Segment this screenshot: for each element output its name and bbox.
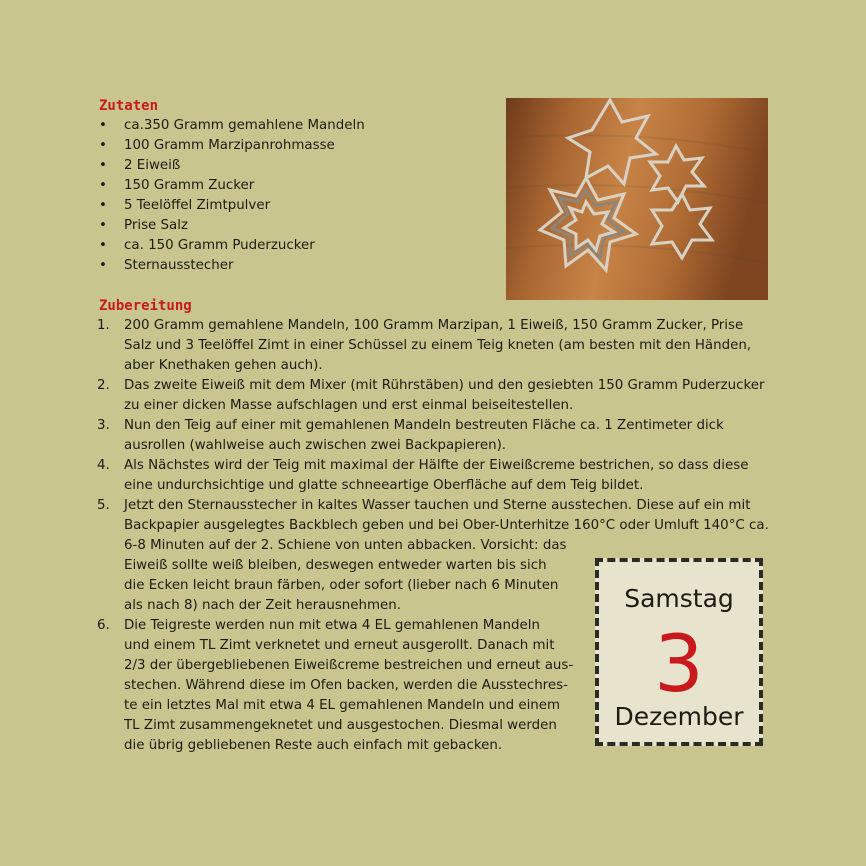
list-item: • Prise Salz — [99, 216, 365, 236]
step-line: 6-8 Minuten auf der 2. Schiene von unten abbacken. Vorsicht: das — [124, 538, 567, 553]
step-number: 3. — [97, 418, 110, 433]
list-item: • 150 Gramm Zucker — [99, 176, 365, 196]
step-line: 200 Gramm gemahlene Mandeln, 100 Gramm Marzipan, 1 Eiweiß, 150 Gramm Zucker, Prise — [124, 318, 744, 333]
step-number: 4. — [97, 458, 110, 473]
step-line: Das zweite Eiweiß mit dem Mixer (mit Rührstäben) und den gesiebten 150 Gramm Puderzucker — [124, 378, 765, 393]
step-4 — [97, 456, 769, 496]
step-line: ausrollen (wahlweise auch zwischen zwei Backpapieren). — [124, 438, 507, 453]
date-month: Dezember — [614, 702, 744, 731]
date-day: 3 — [654, 620, 704, 710]
step-line: Salz und 3 Teelöffel Zimt in einer Schüssel zu einem Teig kneten (am besten mit den Händen, — [124, 338, 752, 353]
step-line: Eiweiß sollte weiß bleiben, deswegen entweder warten bis sich — [124, 558, 547, 573]
date-weekday: Samstag — [624, 584, 734, 613]
step-line: 2/3 der übergebliebenen Eiweißcreme bestreichen und erneut aus- — [124, 658, 574, 673]
date-box — [595, 558, 763, 746]
step-number: 5. — [97, 498, 110, 513]
preparation-heading: Zubereitung — [99, 298, 192, 314]
cookie-cutters-photo — [506, 98, 768, 300]
step-line: stechen. Während diese im Ofen backen, werden die Ausstechres- — [124, 678, 568, 693]
step-line: als nach 8) nach der Zeit herausnehmen. — [124, 598, 402, 613]
step-line: Nun den Teig auf einer mit gemahlenen Mandeln bestreuten Fläche ca. 1 Zentimeter dick — [124, 418, 724, 433]
step-line: die übrig gebliebenen Reste auch einfach mit gebacken. — [124, 738, 503, 753]
step-line: te ein letztes Mal mit etwa 4 EL gemahlenen Mandeln und einem — [124, 698, 561, 713]
step-line: die Ecken leicht braun färben, oder sofort (lieber nach 6 Minuten — [124, 578, 559, 593]
step-2 — [97, 376, 769, 416]
list-item: • 5 Teelöffel Zimtpulver — [99, 196, 365, 216]
step-number: 2. — [97, 378, 110, 393]
step-line: und einem TL Zimt verknetet und erneut ausgerollt. Danach mit — [124, 638, 555, 653]
step-line: TL Zimt zusammengeknetet und ausgestochen. Diesmal werden — [124, 718, 557, 733]
step-line: Die Teigreste werden nun mit etwa 4 EL gemahlenen Mandeln — [124, 618, 540, 633]
step-line: Backpapier ausgelegtes Backblech geben und bei Ober-Unterhitze 160°C oder Umluft 140°C ca. — [124, 518, 769, 533]
list-item: • 2 Eiweiß — [99, 156, 365, 176]
step-3 — [97, 416, 769, 456]
list-item: • ca.350 Gramm gemahlene Mandeln — [99, 116, 365, 136]
step-line: aber Knethaken gehen auch). — [124, 358, 323, 373]
step-number: 6. — [97, 618, 110, 633]
list-item: • Sternausstecher — [99, 256, 365, 276]
step-line: eine undurchsichtige und glatte schneeartige Oberfläche auf dem Teig bildet. — [124, 478, 644, 493]
ingredients-list — [99, 116, 365, 276]
ingredients-heading: Zutaten — [99, 98, 159, 114]
star-cutters-illustration — [506, 98, 768, 300]
list-item: • 100 Gramm Marzipanrohmasse — [99, 136, 365, 156]
list-item: • ca. 150 Gramm Puderzucker — [99, 236, 365, 256]
step-number: 1. — [97, 318, 110, 333]
step-line: Als Nächstes wird der Teig mit maximal der Hälfte der Eiweißcreme bestrichen, so dass diese — [124, 458, 749, 473]
step-1 — [97, 316, 769, 376]
step-line: Jetzt den Sternausstecher in kaltes Wasser tauchen und Sterne ausstechen. Diese auf ein mit — [124, 498, 751, 513]
step-line: zu einer dicken Masse aufschlagen und erst einmal beiseitestellen. — [124, 398, 574, 413]
